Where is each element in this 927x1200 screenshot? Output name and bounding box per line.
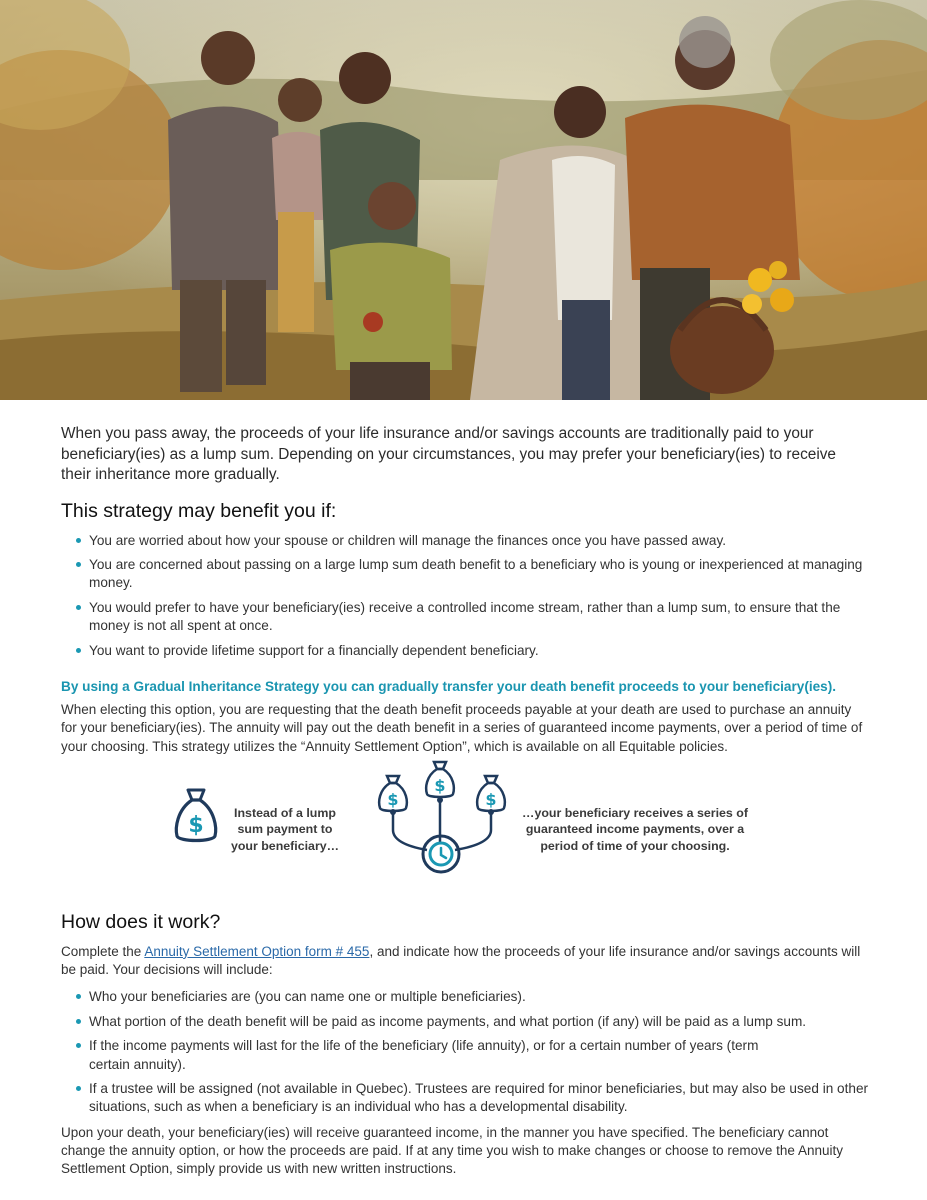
strategy-list — [61, 532, 869, 660]
intro-paragraph: When you pass away, the proceeds of your life insurance and/or savings accounts are traditionally paid to your beneficiary(ies) as a lump sum. Depending on your circumstances, you may prefer your beneficiary(ies) to receive their inheritance more gradually. — [61, 425, 836, 483]
svg-text:$: $ — [485, 789, 497, 809]
svg-text:$: $ — [387, 789, 399, 809]
list-item: You are concerned about passing on a large lump sum death benefit to a beneficiary who is young or inexperienced at managing money. — [89, 556, 869, 593]
annuity-graphic — [61, 760, 869, 904]
list-item: What portion of the death benefit will be paid as income payments, and what portion (if any) will be paid as a lump sum. — [89, 1013, 869, 1031]
left-caption: Instead of a lump sum payment to your beneficiary… — [230, 805, 340, 853]
decisions-list — [61, 988, 869, 1116]
list-item: If the income payments will last for the life of the beneficiary (life annuity), or for a certain number of years (term certain annuity). — [89, 1037, 789, 1074]
right-caption: …your beneficiary receives a series of guaranteed income payments, over a period of time of your choosing. — [522, 805, 748, 853]
list-item: You would prefer to have your beneficiary(ies) receive a controlled income stream, rather than a lump sum, to ensure that the money is not all spent at once. — [89, 599, 869, 636]
list-item: Who your beneficiaries are (you can name one or multiple beneficiaries). — [89, 988, 869, 1006]
highlight-statement: By using a Gradual Inheritance Strategy you can gradually transfer your death benefit proceeds to your beneficiary(ies). — [61, 678, 837, 694]
how-lead-before: Complete the — [61, 943, 145, 959]
money-bag-icon — [173, 786, 219, 846]
annuity-form-link[interactable]: Annuity Settlement Option form # 455 — [144, 943, 370, 959]
svg-text:$: $ — [434, 775, 446, 795]
list-item: You want to provide lifetime support for a financially dependent beneficiary. — [89, 642, 869, 660]
hero-photo — [0, 0, 927, 400]
list-item: If a trustee will be assigned (not available in Quebec). Trustees are required for minor beneficiaries, but may also be used in other situations, such as when a beneficiary is an individual who has a developmental disability. — [89, 1080, 869, 1117]
main-content — [61, 424, 869, 1179]
how-heading: How does it work? — [61, 910, 221, 933]
list-item: You are worried about how your spouse or children will manage the finances once you have passed away. — [89, 532, 869, 550]
closing-paragraph: Upon your death, your beneficiary(ies) will receive guaranteed income, in the manner you have specified. The beneficiary cannot change the annuity option, or how the proceeds are paid. If at any time you wish to make changes or choose to remove the Annuity Settlement Option, simply provide us with new written instructions. — [61, 1124, 843, 1177]
money-bags-clock-icon — [367, 760, 517, 876]
option-paragraph: When electing this option, you are requesting that the death benefit proceeds payable at your death are used to purchase an annuity for your beneficiary(ies). The annuity will pay out the death benefit in a series of guaranteed income payments, over a period of time of your choosing. This strategy utilizes the “Annuity Settlement Option”, which is available on all Equitable policies. — [61, 701, 863, 754]
strategy-heading: This strategy may benefit you if: — [61, 499, 337, 522]
how-lead-paragraph — [61, 943, 869, 980]
family-walking-photo-icon — [0, 0, 927, 400]
svg-text:$: $ — [188, 812, 204, 838]
how-lead-after: , and indicate how the proceeds of your life insurance and/or savings accounts will be paid. Your decisions will include: — [61, 943, 861, 978]
